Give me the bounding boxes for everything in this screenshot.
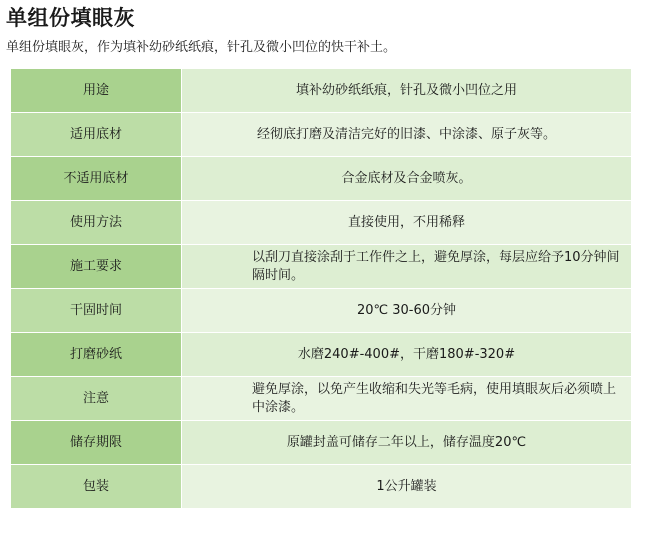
- row-label: 干固时间: [11, 289, 182, 333]
- row-value: 直接使用，不用稀释: [182, 201, 632, 245]
- table-row-substrate: [11, 113, 632, 157]
- table-row-unsuitable-substrate: [11, 157, 632, 201]
- row-value: 原罐封盖可储存二年以上，储存温度20℃: [182, 421, 632, 465]
- table-row-storage: [11, 421, 632, 465]
- table-row-caution: [11, 377, 632, 421]
- row-value: 避免厚涂，以免产生收缩和失光等毛病，使用填眼灰后必须喷上中涂漆。: [182, 377, 632, 421]
- row-label: 用途: [11, 69, 182, 113]
- spec-table: [10, 68, 632, 509]
- intro-text: 单组份填眼灰，作为填补幼砂纸纸痕，针孔及微小凹位的快干补土。: [6, 40, 397, 55]
- table-row-usage: [11, 69, 632, 113]
- row-label: 不适用底材: [11, 157, 182, 201]
- table-row-packaging: [11, 465, 632, 509]
- row-value: 合金底材及合金喷灰。: [182, 157, 632, 201]
- row-label: 打磨砂纸: [11, 333, 182, 377]
- row-label: 施工要求: [11, 245, 182, 289]
- table-row-usage-method: [11, 201, 632, 245]
- row-label: 使用方法: [11, 201, 182, 245]
- table-row-sandpaper: [11, 333, 632, 377]
- row-label: 包装: [11, 465, 182, 509]
- table-row-drying-time: [11, 289, 632, 333]
- table-row-application: [11, 245, 632, 289]
- page-title: 单组份填眼灰: [6, 6, 135, 30]
- row-value: 填补幼砂纸纸痕，针孔及微小凹位之用: [182, 69, 632, 113]
- row-label: 储存期限: [11, 421, 182, 465]
- row-value: 以刮刀直接涂刮于工作件之上，避免厚涂，每层应给予10分钟间隔时间。: [182, 245, 632, 289]
- row-value: 经彻底打磨及清洁完好的旧漆、中涂漆、原子灰等。: [182, 113, 632, 157]
- row-label: 适用底材: [11, 113, 182, 157]
- row-value: 水磨240#-400#，干磨180#-320#: [182, 333, 632, 377]
- row-label: 注意: [11, 377, 182, 421]
- row-value: 1公升罐装: [182, 465, 632, 509]
- row-value: 20℃ 30-60分钟: [182, 289, 632, 333]
